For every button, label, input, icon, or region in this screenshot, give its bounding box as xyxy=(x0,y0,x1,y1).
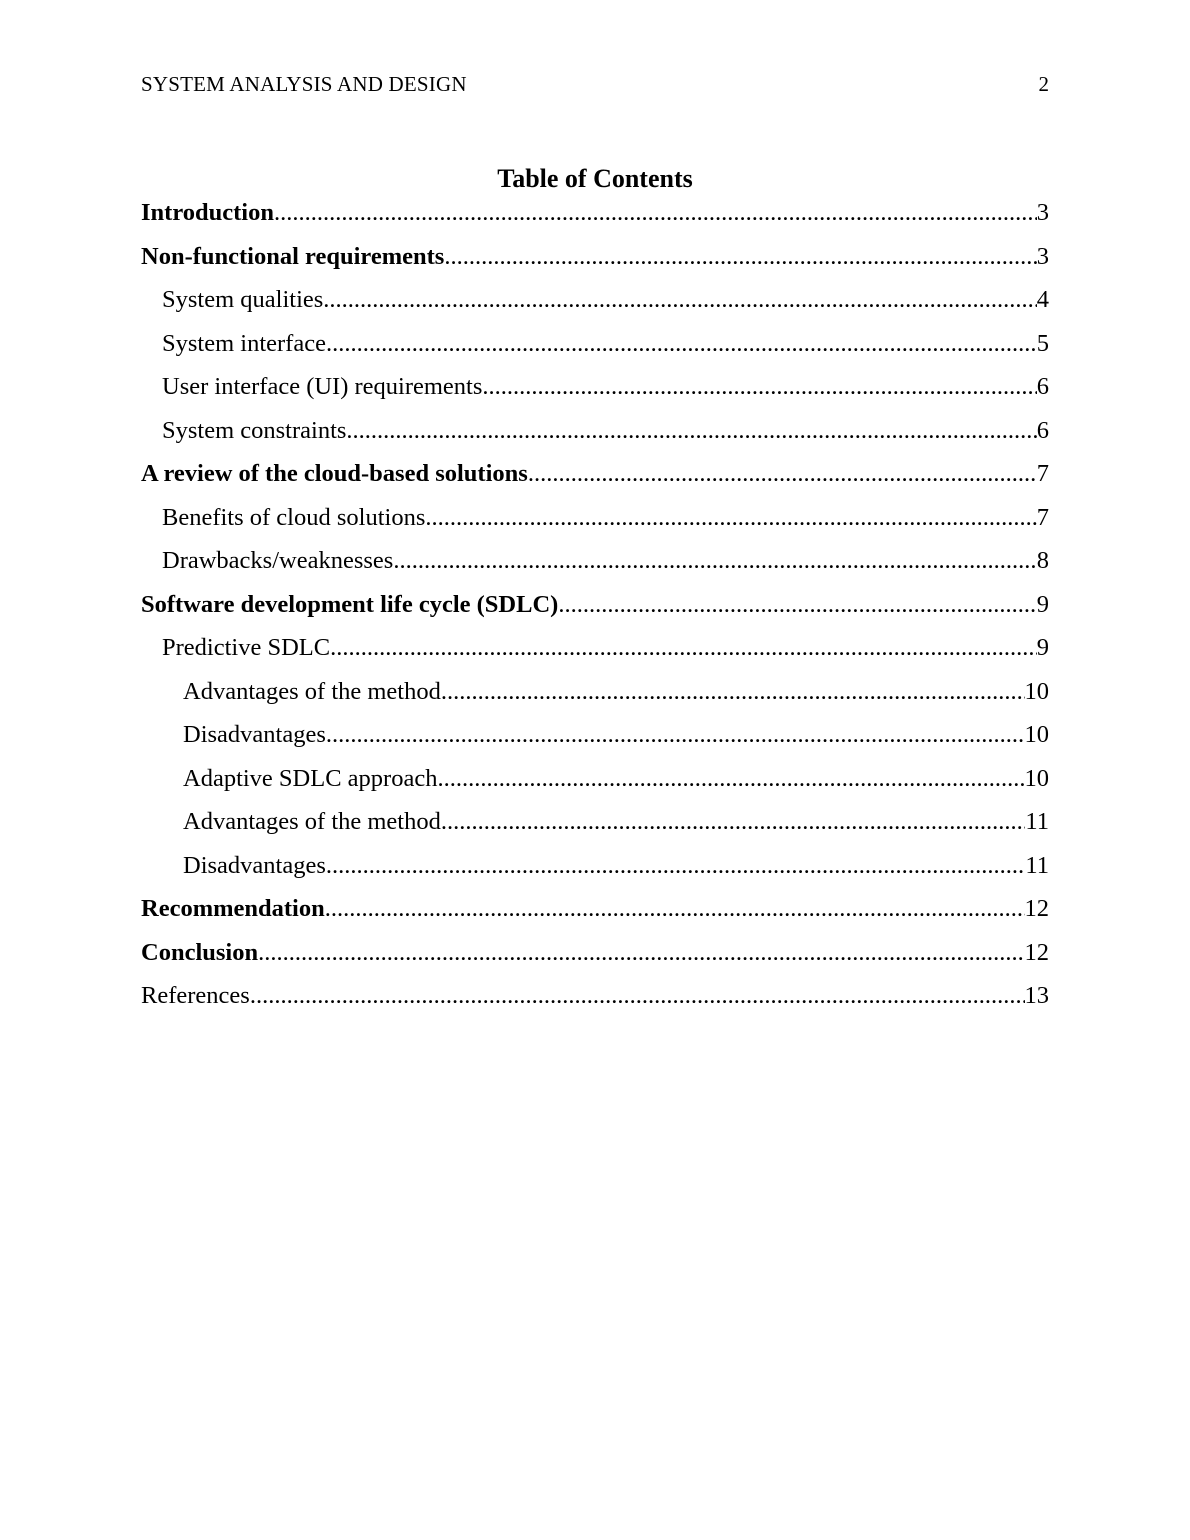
toc-entry[interactable] xyxy=(141,370,1049,414)
toc-entry-page-number: 8 xyxy=(1036,547,1049,574)
toc-dot-leader xyxy=(558,588,1036,622)
toc-dot-leader xyxy=(258,936,1024,970)
toc-entry-title: System interface xyxy=(162,329,326,357)
toc-entry[interactable] xyxy=(141,762,1049,806)
toc-dot-leader xyxy=(393,544,1036,578)
toc-dot-leader xyxy=(528,457,1037,491)
toc-entry-title: User interface (UI) requirements xyxy=(162,373,483,400)
toc-entry[interactable] xyxy=(141,457,1049,501)
toc-entry-page-number: 13 xyxy=(1024,982,1049,1009)
toc-dot-leader xyxy=(326,327,1037,361)
running-head-title: SYSTEM ANALYSIS AND DESIGN xyxy=(141,72,467,96)
toc-dot-leader xyxy=(441,675,1025,709)
toc-entry-page-number: 10 xyxy=(1024,764,1049,792)
toc-entry-page-number: 11 xyxy=(1025,808,1049,835)
toc-entry-page-number: 6 xyxy=(1036,373,1049,400)
toc-dot-leader xyxy=(437,762,1024,796)
toc-entry-title: Disadvantages xyxy=(183,851,326,879)
toc-heading: Table of Contents xyxy=(497,164,693,193)
toc-entry-title: Disadvantages xyxy=(183,721,326,748)
toc-entry-title: Advantages of the method xyxy=(183,808,441,835)
toc-entry-page-number: 3 xyxy=(1036,242,1049,270)
toc-dot-leader xyxy=(444,240,1036,274)
toc-entry[interactable] xyxy=(141,892,1049,936)
toc-entry-page-number: 11 xyxy=(1025,851,1049,879)
toc-dot-leader xyxy=(346,414,1036,448)
toc-entry[interactable] xyxy=(141,936,1049,980)
toc-dot-leader xyxy=(323,283,1036,317)
toc-entry-page-number: 7 xyxy=(1036,503,1049,531)
toc-entry[interactable] xyxy=(141,414,1049,458)
toc-entry[interactable] xyxy=(141,544,1049,588)
toc-entry-page-number: 3 xyxy=(1036,199,1049,226)
toc-dot-leader xyxy=(250,979,1025,1013)
toc-entry-title: Predictive SDLC xyxy=(162,634,331,661)
toc-entry[interactable] xyxy=(141,718,1049,762)
toc-entry-title: Recommendation xyxy=(141,895,325,922)
toc-entry[interactable] xyxy=(141,849,1049,893)
toc-dot-leader xyxy=(425,501,1036,535)
toc-entry-title: A review of the cloud-based solutions xyxy=(141,460,528,487)
toc-dot-leader xyxy=(326,718,1025,752)
toc-entry-title: Non-functional requirements xyxy=(141,242,445,270)
toc-entry-title: Software development life cycle (SDLC) xyxy=(141,590,559,618)
toc-entry-page-number: 10 xyxy=(1024,721,1049,748)
toc-dot-leader xyxy=(326,849,1026,883)
toc-entry-page-number: 6 xyxy=(1036,416,1049,444)
toc-entry-title: System constraints xyxy=(162,416,347,444)
toc-list xyxy=(141,196,1049,1023)
toc-entry-page-number: 12 xyxy=(1024,895,1049,922)
toc-entry-title: References xyxy=(141,982,250,1009)
toc-entry-title: Advantages of the method xyxy=(183,677,441,705)
toc-entry-title: Adaptive SDLC approach xyxy=(183,764,438,792)
toc-entry-page-number: 9 xyxy=(1036,634,1049,661)
running-header xyxy=(141,70,1049,98)
toc-entry[interactable] xyxy=(141,675,1049,719)
toc-entry-page-number: 7 xyxy=(1036,460,1049,487)
toc-entry[interactable] xyxy=(141,240,1049,284)
toc-entry-page-number: 12 xyxy=(1024,938,1049,966)
toc-entry[interactable] xyxy=(141,805,1049,849)
toc-entry-title: Drawbacks/weaknesses xyxy=(162,547,394,574)
toc-entry[interactable] xyxy=(141,631,1049,675)
toc-entry-page-number: 4 xyxy=(1036,286,1049,313)
toc-entry[interactable] xyxy=(141,283,1049,327)
toc-entry-page-number: 10 xyxy=(1024,677,1049,705)
toc-entry[interactable] xyxy=(141,588,1049,632)
page-number: 2 xyxy=(1038,72,1049,96)
toc-entry-page-number: 9 xyxy=(1036,590,1049,618)
toc-entry-title: Benefits of cloud solutions xyxy=(162,503,426,531)
toc-dot-leader xyxy=(325,892,1025,926)
toc-entry[interactable] xyxy=(141,327,1049,371)
toc-dot-leader xyxy=(274,196,1037,230)
toc-dot-leader xyxy=(482,370,1036,404)
toc-entry-title: System qualities xyxy=(162,286,324,313)
toc-dot-leader xyxy=(330,631,1037,665)
toc-entry-page-number: 5 xyxy=(1036,329,1049,357)
toc-dot-leader xyxy=(441,805,1026,839)
toc-entry[interactable] xyxy=(141,501,1049,545)
toc-entry[interactable] xyxy=(141,979,1049,1023)
toc-entry-title: Introduction xyxy=(141,199,274,226)
toc-entry[interactable] xyxy=(141,196,1049,240)
toc-entry-title: Conclusion xyxy=(141,938,259,966)
